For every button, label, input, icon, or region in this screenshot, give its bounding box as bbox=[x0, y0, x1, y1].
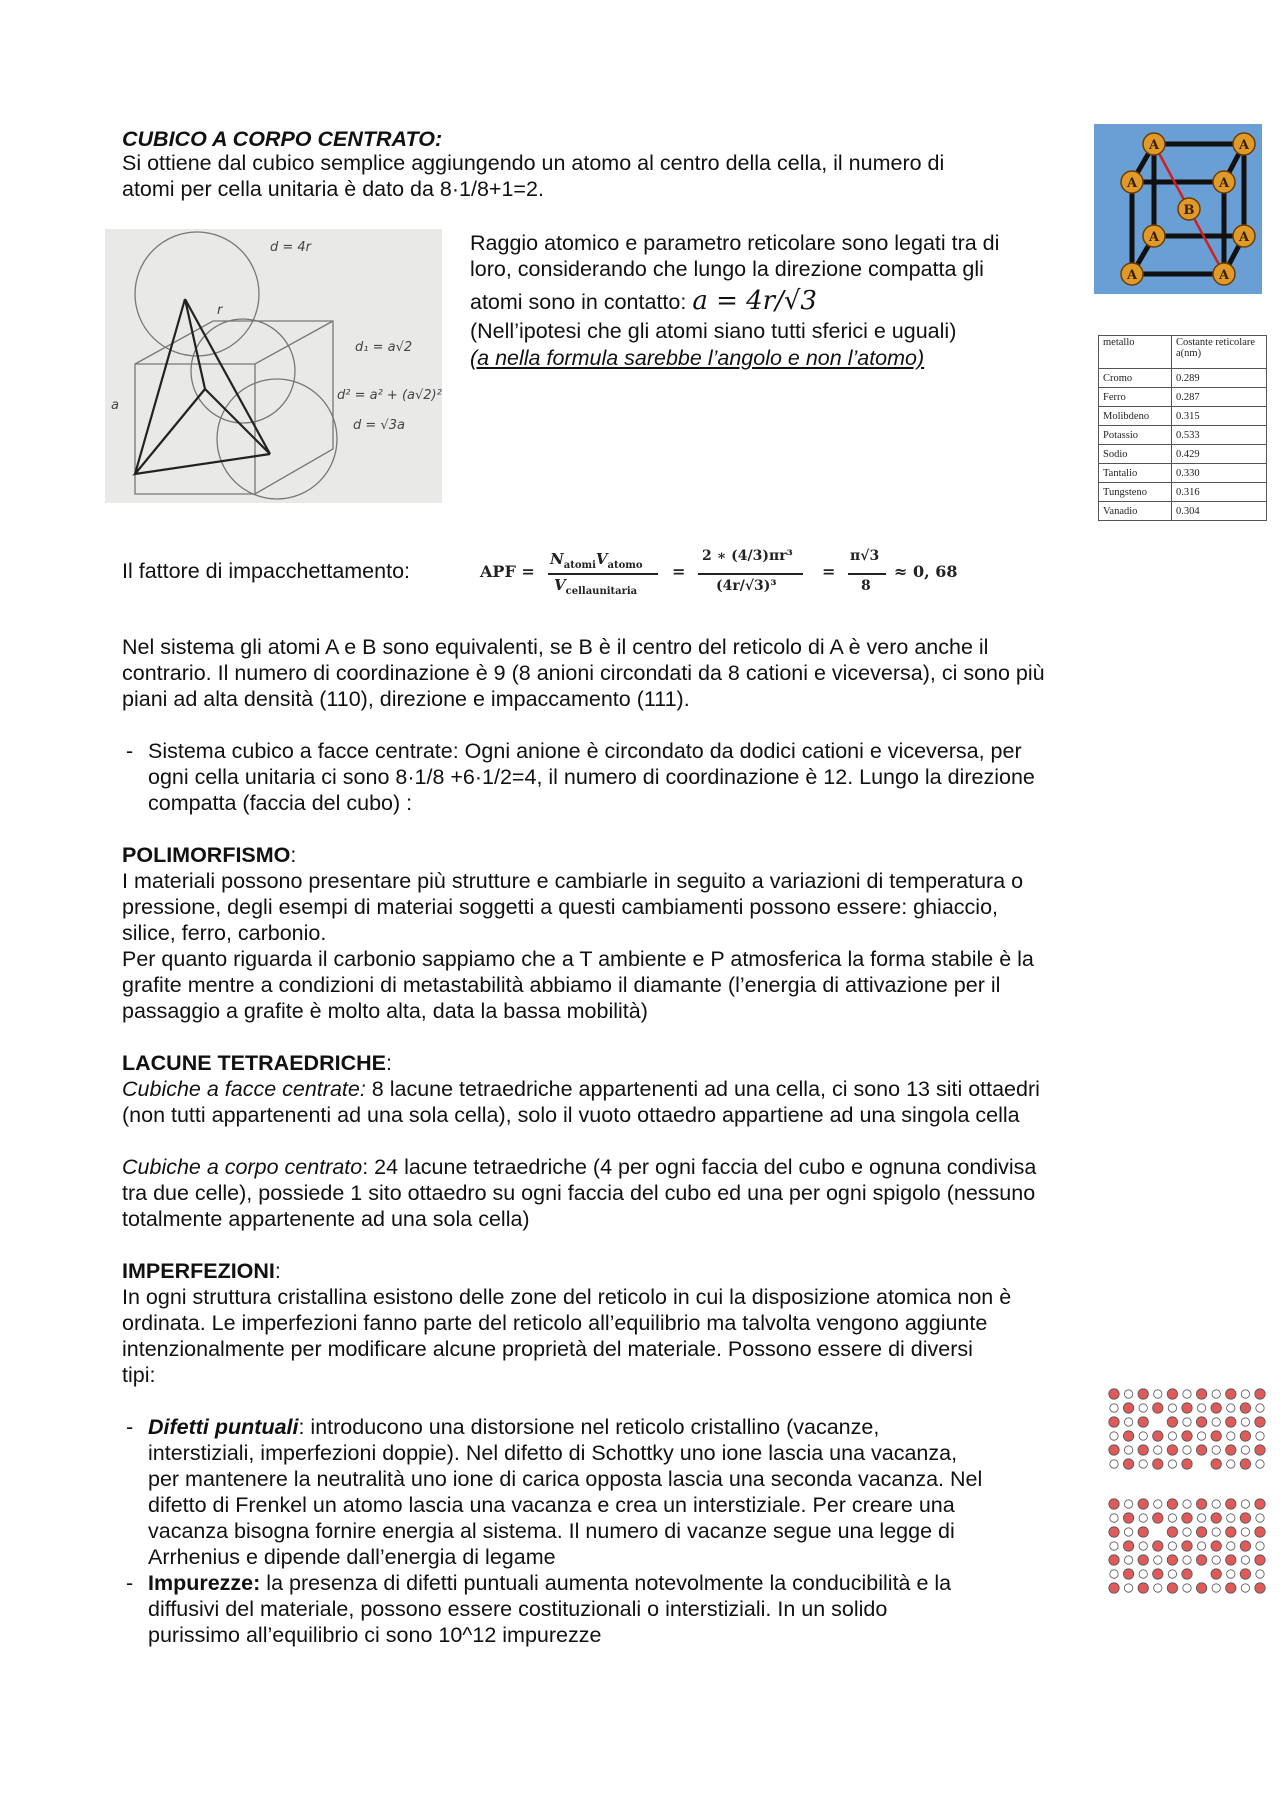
lattice-table-body bbox=[1099, 369, 1267, 521]
cube-atom-a-label: A bbox=[1148, 230, 1160, 245]
lattice-ion bbox=[1240, 1403, 1250, 1413]
bcc-paragraph-line-4: (Nell’ipotesi che gli atomi siano tutti sferici e uguali) bbox=[470, 319, 957, 343]
lattice-ion bbox=[1241, 1446, 1249, 1454]
poly-line-6: passaggio a grafite è molto alta, data la bassa mobilità) bbox=[122, 999, 648, 1023]
lattice-ion bbox=[1138, 1499, 1148, 1509]
lattice-ion bbox=[1110, 1570, 1118, 1578]
sketch-label-d: d = 4r bbox=[270, 240, 312, 255]
lattice-ion bbox=[1167, 1417, 1177, 1427]
lattice-ion bbox=[1182, 1403, 1192, 1413]
lattice-ion bbox=[1154, 1584, 1162, 1592]
lattice-ion bbox=[1167, 1555, 1177, 1565]
apf-fraction-bar-2 bbox=[698, 573, 803, 575]
lattice-ion bbox=[1167, 1499, 1177, 1509]
lacune-bcc-label: Cubiche a corpo centrato bbox=[122, 1155, 363, 1179]
lattice-ion bbox=[1110, 1514, 1118, 1522]
imperf-line-3: intenzionalmente per modificare alcune proprietà del materiale. Possono essere di diversi bbox=[122, 1337, 973, 1361]
imperf-title-text: IMPERFEZIONI bbox=[122, 1259, 275, 1283]
apf-fraction-3-num: π√3 bbox=[850, 548, 880, 564]
section-title-lacune bbox=[122, 1050, 392, 1076]
apf-v: V bbox=[595, 550, 608, 568]
lattice-ion bbox=[1123, 1513, 1133, 1523]
lattice-ion bbox=[1227, 1570, 1235, 1578]
defects-punt-text: : introducono una distorsione nel reticolo cristallino (vacanze, bbox=[298, 1415, 880, 1439]
lattice-ion bbox=[1227, 1460, 1235, 1468]
lattice-ion bbox=[1168, 1460, 1176, 1468]
hand-sketch-drawing bbox=[105, 229, 442, 503]
lattice-ion bbox=[1227, 1514, 1235, 1522]
apf-numerator bbox=[550, 550, 643, 571]
ionic-lattice-svg bbox=[1104, 1384, 1268, 1604]
lattice-ion bbox=[1109, 1389, 1119, 1399]
cube-atom-a-label: A bbox=[1126, 176, 1138, 191]
lattice-ion bbox=[1196, 1417, 1206, 1427]
lattice-ion bbox=[1212, 1500, 1220, 1508]
apf-label: Il fattore di impacchettamento: bbox=[122, 559, 411, 583]
lattice-ion bbox=[1256, 1460, 1264, 1468]
apf-fraction-2-den: (4r/√3)³ bbox=[716, 578, 777, 594]
bcc-paragraph-note: (a nella formula sarebbe l’angolo e non l’atomo) bbox=[470, 346, 925, 370]
cube-atom-a-label: A bbox=[1238, 230, 1250, 245]
lattice-ion bbox=[1211, 1569, 1221, 1579]
fcc-line-3: compatta (faccia del cubo) : bbox=[148, 791, 413, 815]
fcc-line-2: ogni cella unitaria ci sono 8·1/8 +6·1/2=4, il numero di coordinazione è 12. Lungo la direzione bbox=[148, 765, 1035, 789]
lattice-ion bbox=[1196, 1527, 1206, 1537]
table-row bbox=[1099, 483, 1267, 502]
defects-imp-text: la presenza di difetti puntuali aumenta notevolmente la conducibilità e la bbox=[260, 1571, 952, 1595]
lattice-ion bbox=[1226, 1555, 1236, 1565]
lattice-ion bbox=[1153, 1403, 1163, 1413]
lattice-ion bbox=[1212, 1446, 1220, 1454]
lattice-ion bbox=[1183, 1418, 1191, 1426]
lattice-ion bbox=[1197, 1404, 1205, 1412]
lattice-ion bbox=[1182, 1431, 1192, 1441]
imperf-title-colon: : bbox=[274, 1259, 281, 1283]
table-row bbox=[1099, 445, 1267, 464]
lattice-ion bbox=[1196, 1389, 1206, 1399]
lattice-ion bbox=[1197, 1432, 1205, 1440]
lattice-ion bbox=[1154, 1556, 1162, 1564]
lattice-ion bbox=[1109, 1527, 1119, 1537]
lattice-ion bbox=[1183, 1390, 1191, 1398]
cube-atom-a-label: A bbox=[1218, 268, 1230, 283]
table-cell-metal: Potassio bbox=[1099, 426, 1172, 445]
lattice-ion bbox=[1167, 1583, 1177, 1593]
lattice-ion bbox=[1256, 1570, 1264, 1578]
poly-title-text: POLIMORFISMO bbox=[122, 843, 291, 867]
sketch-label-r: r bbox=[217, 303, 223, 318]
lacune-title-colon: : bbox=[385, 1051, 392, 1075]
defects-punt-line-1 bbox=[148, 1414, 879, 1440]
lattice-ion bbox=[1168, 1570, 1176, 1578]
lattice-ion bbox=[1138, 1417, 1148, 1427]
lattice-ion bbox=[1255, 1445, 1265, 1455]
lattice-ion bbox=[1109, 1583, 1119, 1593]
defects-punt-line-4: difetto di Frenkel un atomo lascia una vacanza e crea un interstiziale. Per creare una bbox=[148, 1493, 955, 1517]
equiv-line-1: Nel sistema gli atomi A e B sono equivalenti, se B è il centro del reticolo di A è vero anche il bbox=[122, 635, 989, 659]
sketch-label-d1: d₁ = a√2 bbox=[355, 340, 413, 355]
fcc-line-1: Sistema cubico a facce centrate: Ogni anione è circondato da dodici cationi e viceversa, per bbox=[148, 739, 1022, 763]
equiv-line-2: contrario. Il numero di coordinazione è 9 (8 anioni circondati da 8 cationi e viceversa), ci sono più bbox=[122, 661, 1045, 685]
poly-line-5: grafite mentre a condizioni di metastabilità abbiamo il diamante (l’energia di attivazione per il bbox=[122, 973, 1001, 997]
table-cell-value: 0.289 bbox=[1172, 369, 1267, 388]
apf-eq-1: = bbox=[672, 562, 686, 581]
lattice-ion bbox=[1138, 1445, 1148, 1455]
lattice-constant-table-wrap bbox=[1098, 335, 1267, 521]
defects-imp-line-2: diffusivi del materiale, possono essere costituzionali o interstiziali. In un solido bbox=[148, 1597, 888, 1621]
sketch-label-d2: d² = a² + (a√2)² bbox=[337, 388, 442, 403]
table-cell-value: 0.287 bbox=[1172, 388, 1267, 407]
imperf-line-1: In ogni struttura cristallina esistono delle zone del reticolo in cui la disposizione atomica non è bbox=[122, 1285, 1012, 1309]
lattice-ion bbox=[1211, 1541, 1221, 1551]
lattice-ion bbox=[1123, 1541, 1133, 1551]
lattice-ion bbox=[1241, 1528, 1249, 1536]
lattice-ion bbox=[1154, 1446, 1162, 1454]
bcc-intro-line-1: Si ottiene dal cubico semplice aggiungendo un atomo al centro della cella, il numero di bbox=[122, 151, 945, 175]
lattice-ion bbox=[1255, 1583, 1265, 1593]
bullet-dash: - bbox=[126, 1415, 134, 1439]
lattice-ion bbox=[1212, 1584, 1220, 1592]
table-header-cell: Costante reticolare a(nm) bbox=[1172, 336, 1267, 369]
lattice-ion bbox=[1153, 1541, 1163, 1551]
lacune-fcc-line-2: (non tutti appartenenti ad una sola cella), solo il vuoto ottaedro appartiene ad una singola cella bbox=[122, 1103, 1020, 1127]
table-cell-value: 0.533 bbox=[1172, 426, 1267, 445]
lattice-ion bbox=[1241, 1390, 1249, 1398]
lattice-ion bbox=[1124, 1528, 1132, 1536]
lattice-ion bbox=[1153, 1459, 1163, 1469]
table-cell-metal: Vanadio bbox=[1099, 502, 1172, 521]
lattice-ion bbox=[1168, 1432, 1176, 1440]
lattice-ion bbox=[1153, 1513, 1163, 1523]
imperf-line-4: tipi: bbox=[122, 1363, 156, 1387]
lattice-ion bbox=[1256, 1432, 1264, 1440]
apf-v-den: V bbox=[554, 576, 566, 594]
lattice-ion bbox=[1168, 1404, 1176, 1412]
section-title-imperfezioni bbox=[122, 1258, 281, 1284]
lattice-ion bbox=[1139, 1432, 1147, 1440]
table-header-row bbox=[1099, 336, 1267, 369]
section-title-bcc: CUBICO A CORPO CENTRATO: bbox=[122, 127, 443, 151]
lattice-ion bbox=[1109, 1499, 1119, 1509]
lattice-ion bbox=[1123, 1569, 1133, 1579]
lacune-bcc-line-3: totalmente appartenente ad una sola cella) bbox=[122, 1207, 530, 1231]
lattice-ion bbox=[1196, 1499, 1206, 1509]
lattice-ion bbox=[1241, 1584, 1249, 1592]
lattice-ion bbox=[1226, 1499, 1236, 1509]
lattice-ion bbox=[1226, 1389, 1236, 1399]
lattice-ion bbox=[1212, 1528, 1220, 1536]
lattice-ion bbox=[1240, 1431, 1250, 1441]
table-row bbox=[1099, 464, 1267, 483]
defects-imp-line-3: purissimo all’equilibrio ci sono 10^12 impurezze bbox=[148, 1623, 602, 1647]
ionic-lattice-defects-image bbox=[1104, 1384, 1268, 1604]
poly-line-1: I materiali possono presentare più strutture e cambiarle in seguito a variazioni di temperatura o bbox=[122, 869, 1024, 893]
lattice-ion bbox=[1255, 1389, 1265, 1399]
lattice-ion bbox=[1124, 1418, 1132, 1426]
lacune-bcc-line-2: tra due celle), possiede 1 sito ottaedro su ogni faccia del cubo ed una per ogni spigolo (nessuno bbox=[122, 1181, 1036, 1205]
lattice-constant-table bbox=[1098, 335, 1267, 521]
lattice-ion bbox=[1211, 1431, 1221, 1441]
lattice-ion bbox=[1139, 1542, 1147, 1550]
bcc-cube-svg bbox=[1094, 124, 1262, 294]
apf-denominator bbox=[554, 576, 637, 597]
cube-atom-a-label: A bbox=[1148, 138, 1160, 153]
apf-fraction-bar-1 bbox=[548, 573, 658, 575]
bullet-dash: - bbox=[126, 739, 134, 763]
lattice-ion bbox=[1226, 1417, 1236, 1427]
lattice-ion bbox=[1139, 1570, 1147, 1578]
lattice-ion bbox=[1110, 1404, 1118, 1412]
apf-fraction-bar-3 bbox=[848, 573, 886, 575]
apf-formula bbox=[480, 546, 958, 604]
apf-n-sub: atomi bbox=[563, 560, 596, 571]
apf-fraction-2-num: 2 ∗ (4/3)πr³ bbox=[702, 548, 793, 564]
defects-punt-label: Difetti puntuali bbox=[148, 1415, 299, 1439]
table-cell-metal: Ferro bbox=[1099, 388, 1172, 407]
lattice-ion bbox=[1196, 1583, 1206, 1593]
apf-lhs: APF = bbox=[480, 562, 535, 581]
defects-imp-label: Impurezze: bbox=[148, 1571, 261, 1595]
table-cell-value: 0.316 bbox=[1172, 483, 1267, 502]
lacune-bcc-text: : 24 lacune tetraedriche (4 per ogni faccia del cubo e ognuna condivisa bbox=[362, 1155, 1037, 1179]
lattice-ion bbox=[1226, 1583, 1236, 1593]
lattice-ion bbox=[1154, 1500, 1162, 1508]
lattice-ion bbox=[1256, 1404, 1264, 1412]
table-row bbox=[1099, 388, 1267, 407]
lattice-ion bbox=[1168, 1514, 1176, 1522]
lattice-ion bbox=[1124, 1500, 1132, 1508]
lattice-ion bbox=[1240, 1569, 1250, 1579]
defects-punt-line-6: Arrhenius e dipende dall’energia di legame bbox=[148, 1545, 556, 1569]
lattice-ion bbox=[1182, 1459, 1192, 1469]
lattice-ion bbox=[1255, 1417, 1265, 1427]
table-row bbox=[1099, 407, 1267, 426]
bullet-dash: - bbox=[126, 1571, 134, 1595]
lattice-ion bbox=[1139, 1404, 1147, 1412]
lattice-ion bbox=[1109, 1417, 1119, 1427]
lattice-ion bbox=[1256, 1542, 1264, 1550]
lattice-ion bbox=[1183, 1500, 1191, 1508]
lattice-ion bbox=[1241, 1500, 1249, 1508]
lattice-ion bbox=[1226, 1527, 1236, 1537]
table-row bbox=[1099, 369, 1267, 388]
lattice-ion bbox=[1182, 1513, 1192, 1523]
lattice-ion bbox=[1110, 1460, 1118, 1468]
table-header-cell: metallo bbox=[1099, 336, 1172, 369]
bcc-radius-formula: a = 4r/√3 bbox=[692, 286, 817, 316]
sketch-label-a: a bbox=[111, 398, 119, 413]
lattice-ion bbox=[1110, 1542, 1118, 1550]
table-cell-metal: Tungsteno bbox=[1099, 483, 1172, 502]
apf-fraction-3-den: 8 bbox=[861, 578, 871, 594]
bcc-paragraph-line-2: loro, considerando che lungo la direzione compatta gli bbox=[470, 257, 984, 281]
lattice-ion bbox=[1124, 1556, 1132, 1564]
lacune-fcc-line-1 bbox=[122, 1076, 1040, 1102]
lattice-ion bbox=[1227, 1404, 1235, 1412]
lattice-ion bbox=[1183, 1556, 1191, 1564]
cube-atom-a-label: A bbox=[1238, 138, 1250, 153]
lattice-ion bbox=[1211, 1403, 1221, 1413]
lattice-ion bbox=[1153, 1569, 1163, 1579]
lattice-ion bbox=[1212, 1556, 1220, 1564]
lattice-ion bbox=[1139, 1460, 1147, 1468]
table-row bbox=[1099, 426, 1267, 445]
apf-n: N bbox=[550, 550, 564, 568]
defects-punt-line-3: per mantenere la neutralità uno ione di carica opposta lascia una seconda vacanza. Nel bbox=[148, 1467, 983, 1491]
poly-line-2: pressione, degli esempi di materiai soggetti a questi cambiamenti possono essere: ghiaccio, bbox=[122, 895, 998, 919]
apf-result: ≈ 0, 68 bbox=[894, 562, 958, 581]
lattice-ion bbox=[1183, 1446, 1191, 1454]
poly-line-3: silice, ferro, carbonio. bbox=[122, 921, 327, 945]
defects-imp-line-1 bbox=[148, 1570, 951, 1596]
lattice-ion bbox=[1240, 1459, 1250, 1469]
lattice-ion bbox=[1168, 1542, 1176, 1550]
lattice-ion bbox=[1183, 1584, 1191, 1592]
bcc-contact-text: atomi sono in contatto: bbox=[470, 290, 687, 314]
lattice-ion bbox=[1183, 1528, 1191, 1536]
lattice-ion bbox=[1123, 1459, 1133, 1469]
lattice-ion bbox=[1109, 1445, 1119, 1455]
lattice-ion bbox=[1255, 1499, 1265, 1509]
lattice-ion bbox=[1139, 1514, 1147, 1522]
lattice-ion bbox=[1138, 1583, 1148, 1593]
lacune-fcc-text: 8 lacune tetraedriche appartenenti ad una cella, ci sono 13 siti ottaedri bbox=[365, 1077, 1040, 1101]
lattice-ion bbox=[1227, 1542, 1235, 1550]
lattice-ion bbox=[1197, 1514, 1205, 1522]
table-cell-metal: Tantalio bbox=[1099, 464, 1172, 483]
bcc-paragraph-line-3 bbox=[470, 288, 817, 315]
imperf-line-2: ordinata. Le imperfezioni fanno parte del reticolo all’equilibrio ma talvolta vengono aggiunte bbox=[122, 1311, 988, 1335]
equiv-line-3: piani ad alta densità (110), direzione e impaccamento (111). bbox=[122, 687, 690, 711]
lattice-ion bbox=[1197, 1542, 1205, 1550]
lattice-ion bbox=[1211, 1459, 1221, 1469]
table-cell-metal: Molibdeno bbox=[1099, 407, 1172, 426]
lattice-ion bbox=[1109, 1555, 1119, 1565]
lattice-ion bbox=[1196, 1445, 1206, 1455]
bcc-intro-line-2: atomi per cella unitaria è dato da 8·1/8+1=2. bbox=[122, 177, 544, 201]
table-cell-value: 0.315 bbox=[1172, 407, 1267, 426]
lattice-ion bbox=[1124, 1584, 1132, 1592]
cube-atom-a-label: A bbox=[1218, 176, 1230, 191]
bcc-paragraph-line-1: Raggio atomico e parametro reticolare sono legati tra di bbox=[470, 231, 1000, 255]
cube-atom-a-label: A bbox=[1126, 268, 1138, 283]
lattice-ion bbox=[1138, 1555, 1148, 1565]
defects-punt-line-5: vacanza bisogna fornire energia al sistema. Il numero di vacanze segue una legge di bbox=[148, 1519, 955, 1543]
lattice-ion bbox=[1124, 1390, 1132, 1398]
lattice-ion bbox=[1211, 1513, 1221, 1523]
lacune-title-text: LACUNE TETRAEDRICHE bbox=[122, 1051, 386, 1075]
lattice-ion bbox=[1196, 1555, 1206, 1565]
lattice-ion bbox=[1241, 1556, 1249, 1564]
lattice-ion bbox=[1240, 1541, 1250, 1551]
table-cell-value: 0.429 bbox=[1172, 445, 1267, 464]
table-cell-metal: Sodio bbox=[1099, 445, 1172, 464]
lattice-ion bbox=[1240, 1513, 1250, 1523]
hand-sketch-image bbox=[105, 229, 442, 503]
lattice-ion bbox=[1124, 1446, 1132, 1454]
lattice-ion bbox=[1182, 1569, 1192, 1579]
lattice-ion bbox=[1255, 1527, 1265, 1537]
lattice-ion bbox=[1182, 1541, 1192, 1551]
lattice-ion bbox=[1212, 1390, 1220, 1398]
apf-v-den-sub: cellaunitaria bbox=[565, 586, 638, 597]
defects-punt-line-2: interstiziali, imperfezioni doppie). Nel difetto di Schottky uno ione lascia una vacanza, bbox=[148, 1441, 958, 1465]
lattice-ion bbox=[1167, 1445, 1177, 1455]
lattice-ion bbox=[1138, 1389, 1148, 1399]
lattice-ion bbox=[1123, 1403, 1133, 1413]
table-cell-metal: Cromo bbox=[1099, 369, 1172, 388]
table-cell-value: 0.304 bbox=[1172, 502, 1267, 521]
cube-atom-b-label: B bbox=[1183, 203, 1195, 218]
table-row bbox=[1099, 502, 1267, 521]
lattice-ion bbox=[1153, 1431, 1163, 1441]
lacune-bcc-line-1 bbox=[122, 1154, 1036, 1180]
apf-eq-2: = bbox=[822, 562, 836, 581]
apf-v-sub: atomo bbox=[607, 560, 643, 571]
lattice-ion bbox=[1138, 1527, 1148, 1537]
bcc-cube-diagram bbox=[1094, 124, 1262, 294]
sketch-label-d3: d = √3a bbox=[353, 418, 405, 433]
lattice-ion bbox=[1167, 1527, 1177, 1537]
poly-line-4: Per quanto riguarda il carbonio sappiamo che a T ambiente e P atmosferica la forma stabile è la bbox=[122, 947, 1034, 971]
lattice-ion bbox=[1255, 1555, 1265, 1565]
lattice-ion bbox=[1256, 1514, 1264, 1522]
lattice-ion bbox=[1212, 1418, 1220, 1426]
section-title-polimorfismo bbox=[122, 842, 296, 868]
lattice-ion bbox=[1226, 1445, 1236, 1455]
lacune-fcc-label: Cubiche a facce centrate: bbox=[122, 1077, 366, 1101]
lattice-ion bbox=[1241, 1418, 1249, 1426]
table-cell-value: 0.330 bbox=[1172, 464, 1267, 483]
lattice-ion bbox=[1227, 1432, 1235, 1440]
lattice-ion bbox=[1154, 1390, 1162, 1398]
lattice-ion bbox=[1123, 1431, 1133, 1441]
lattice-ion bbox=[1167, 1389, 1177, 1399]
poly-title-colon: : bbox=[290, 843, 297, 867]
lattice-ion bbox=[1110, 1432, 1118, 1440]
